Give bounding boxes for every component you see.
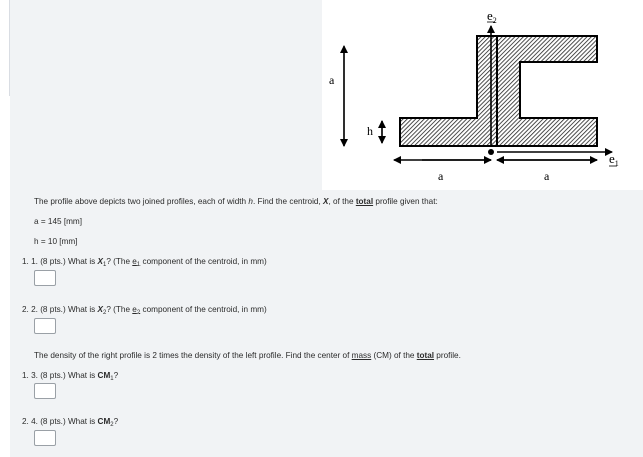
e1-axis-label: $e_1$ [609, 151, 619, 168]
profile-diagram [322, 0, 643, 190]
dimension-a-left-label: a [438, 169, 444, 183]
question-4: 2. 4. (8 pts.) What is $CM_2$? [22, 417, 119, 428]
question-1: 1. 1. (8 pts.) What is $X_1$? (The $e_1$ component of the centroid, in mm) [22, 257, 267, 268]
left-profile-shape [400, 36, 497, 146]
answer-input-3[interactable] [34, 383, 56, 399]
right-profile-shape [497, 36, 597, 146]
given-a: a = 145 [mm] [34, 217, 83, 226]
density-text: The density of the right profile is 2 times the density of the left profile. Find the center of mass (CM) of the total profile. [34, 351, 461, 360]
left-edge-strip [0, 0, 10, 96]
answer-input-4[interactable] [34, 430, 56, 446]
answer-input-1[interactable] [34, 270, 56, 286]
profile-figure [322, 0, 643, 190]
given-h: h = 10 [mm] [34, 237, 78, 246]
question-3: 1. 3. (8 pts.) What is $CM_1$? [22, 371, 119, 382]
dimension-a-right-label: a [544, 169, 550, 183]
origin-dot [488, 149, 494, 155]
answer-input-2[interactable] [34, 318, 56, 334]
e2-axis-label: $e_2$ [487, 8, 497, 25]
intro-text: The profile above depicts two joined profiles, each of width h. Find the centroid, X, of the total profile given that: [34, 197, 438, 206]
dimension-h-label: h [367, 124, 373, 138]
dimension-a-vertical-label: a [329, 73, 335, 87]
question-2: 2. 2. (8 pts.) What is $X_2$? (The $e_2$ component of the centroid, in mm) [22, 305, 267, 316]
